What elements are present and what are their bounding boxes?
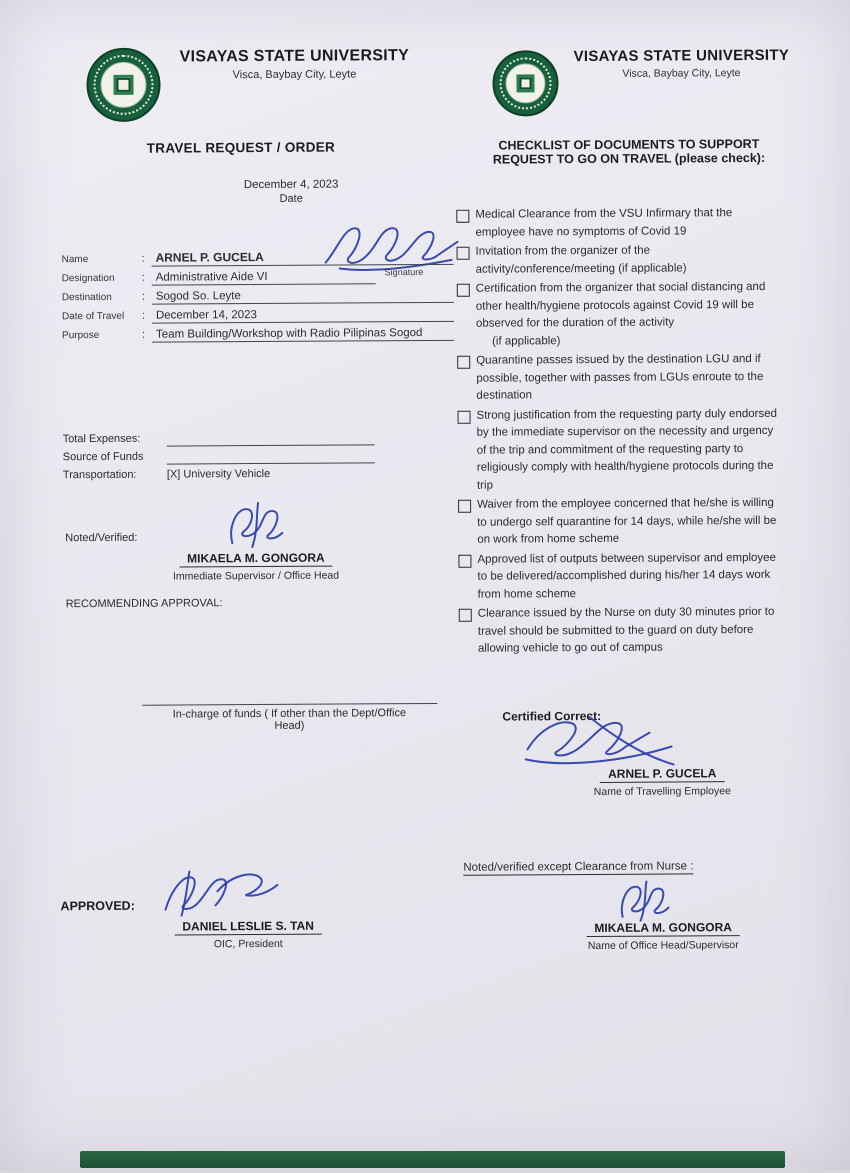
date-block <box>201 178 381 205</box>
field-row-date-of-travel: Date of Travel : December 14, 2023 <box>62 303 454 324</box>
checklist-item-text: Quarantine passes issued by the destination LGU and if possible, together with passes from LGUs enroute to the destination <box>476 352 764 402</box>
date-of-travel-value: December 14, 2023 <box>152 308 454 324</box>
field-row-designation: Designation : Administrative Aide VI <box>62 265 454 286</box>
expenses-block <box>63 427 375 483</box>
university-address: Visca, Baybay City, Leyte <box>622 67 741 80</box>
recommending-approval-label: RECOMMENDING APPROVAL: <box>65 597 223 611</box>
date-value: December 4, 2023 <box>243 178 339 192</box>
signature-caption: Signature <box>384 267 424 278</box>
total-expenses-blank-line <box>167 430 375 446</box>
field-label: Purpose <box>62 329 100 342</box>
approver-title: OIC, President <box>213 937 283 951</box>
checkbox[interactable] <box>458 410 471 423</box>
signature-tan <box>155 867 285 920</box>
designation-value: Administrative Aide VI <box>152 270 376 285</box>
travelling-employee-caption: Name of Travelling Employee <box>593 785 731 798</box>
source-of-funds-label: Source of Funds <box>62 450 144 464</box>
university-name: VISAYAS STATE UNIVERSITY <box>179 47 410 66</box>
checklist-item-text: Strong justification from the requesting party duly endorsed by the immediate supervisor on the necessity and urgency of the trip and commitment of the requesting party to religiously comply with health/hygiene protocols during the trip <box>476 407 778 492</box>
total-expenses-label: Total Expenses: <box>62 432 141 446</box>
field-label: Date of Travel <box>61 310 125 323</box>
checklist-item-text: Certification from the organizer that social distancing and other health/hygiene protocols against Covid 19 will be observed for the duration of the activity (if applicable) <box>476 279 778 351</box>
university-name: VISAYAS STATE UNIVERSITY <box>573 46 790 66</box>
checklist-item-note: (if applicable) <box>492 334 561 348</box>
office-head-block <box>551 918 776 952</box>
checklist-item-text: Medical Clearance from the VSU Infirmary that the employee have no symptoms of Covid 19 <box>475 207 733 239</box>
checklist-item-text: Waiver from the employee concerned that he/she is willing to undergo self quarantine for 14 days, while he/she will be on work from home scheme <box>477 496 777 546</box>
checklist-item <box>458 549 798 604</box>
header-left <box>160 47 428 82</box>
scan-edge-green-strip <box>80 1151 785 1168</box>
checkbox[interactable] <box>457 247 470 260</box>
field-label: Destination <box>61 291 112 304</box>
checklist-item-text: Approved list of outputs between supervisor and employee to be delivered/accomplished during his/her 14 days work from home scheme <box>477 551 776 601</box>
approved-label: APPROVED: <box>60 898 135 914</box>
checklist-item <box>459 604 799 659</box>
office-head-caption: Name of Office Head/Supervisor <box>587 939 739 953</box>
incharge-signature-line <box>142 703 437 706</box>
checklist-item <box>456 242 796 279</box>
name-value: ARNEL P. GUCELA <box>152 249 454 267</box>
office-head-name: MIKAELA M. GONGORA <box>586 920 740 937</box>
source-of-funds-blank-line <box>167 448 375 464</box>
vsu-seal-right-icon <box>492 50 558 116</box>
incharge-caption: In-charge of funds ( If other than the Dept/Office Head) <box>172 707 407 732</box>
transportation-label: Transportation: <box>62 468 137 482</box>
field-label: Designation <box>61 272 115 285</box>
supervisor-title: Immediate Supervisor / Office Head <box>172 569 340 583</box>
noted-verified-label: Noted/Verified: <box>65 531 138 545</box>
noted-except-label: Noted/verified except Clearance from Nurse : <box>463 860 694 874</box>
signature-gongora-right <box>610 878 682 923</box>
approver-name: DANIEL LESLIE S. TAN <box>174 919 322 936</box>
certified-correct-label: Certified Correct: <box>502 708 602 724</box>
checklist-item <box>458 495 798 550</box>
travelling-employee-block <box>550 764 775 798</box>
checklist-title: CHECKLIST OF DOCUMENTS TO SUPPORT REQUEST TO GO ON TRAVEL (please check): <box>492 136 766 167</box>
purpose-value: Team Building/Workshop with Radio Pilipinas Sogod <box>152 327 454 343</box>
travelling-employee-name: ARNEL P. GUCELA <box>600 766 724 783</box>
form-title: TRAVEL REQUEST / ORDER <box>146 139 336 156</box>
field-row-destination: Destination : Sogod So. Leyte <box>62 284 454 305</box>
request-fields <box>62 246 455 343</box>
checkbox[interactable] <box>457 284 470 297</box>
vsu-seal-left-icon <box>86 48 160 122</box>
checkbox[interactable] <box>458 500 471 513</box>
header-right <box>556 47 806 81</box>
checklist-item <box>457 405 798 495</box>
checklist-item <box>456 205 796 242</box>
approver-block <box>141 916 356 950</box>
date-caption: Date <box>279 192 303 205</box>
destination-value: Sogod So. Leyte <box>152 289 454 305</box>
checklist-item-text: Clearance issued by the Nurse on duty 30 minutes prior to travel should be submitted to the guard on duty before allowing vehicle to go out of campus <box>477 605 775 655</box>
field-row-purpose: Purpose : Team Building/Workshop with Radio Pilipinas Sogod <box>62 322 454 343</box>
signature-gongora <box>218 499 298 551</box>
checklist-item <box>457 279 797 351</box>
transportation-value: [X] University Vehicle <box>166 467 271 481</box>
checkbox[interactable] <box>456 210 469 223</box>
checklist-item-text: Invitation from the organizer of the activity/conference/meeting (if applicable) <box>475 244 687 276</box>
supervisor-name: MIKAELA M. GONGORA <box>179 551 333 568</box>
field-row-name: Name : ARNEL P. GUCELA <box>62 246 454 267</box>
total-expenses-row <box>63 427 375 447</box>
checkbox[interactable] <box>457 356 470 369</box>
checklist <box>456 205 799 661</box>
checklist-item <box>457 351 797 406</box>
supervisor-block <box>153 548 358 582</box>
university-address: Visca, Baybay City, Leyte <box>232 68 357 82</box>
checkbox[interactable] <box>458 554 471 567</box>
transportation-row <box>63 463 375 483</box>
checkbox[interactable] <box>459 609 472 622</box>
field-label: Name <box>61 254 89 266</box>
source-of-funds-row <box>63 445 375 465</box>
